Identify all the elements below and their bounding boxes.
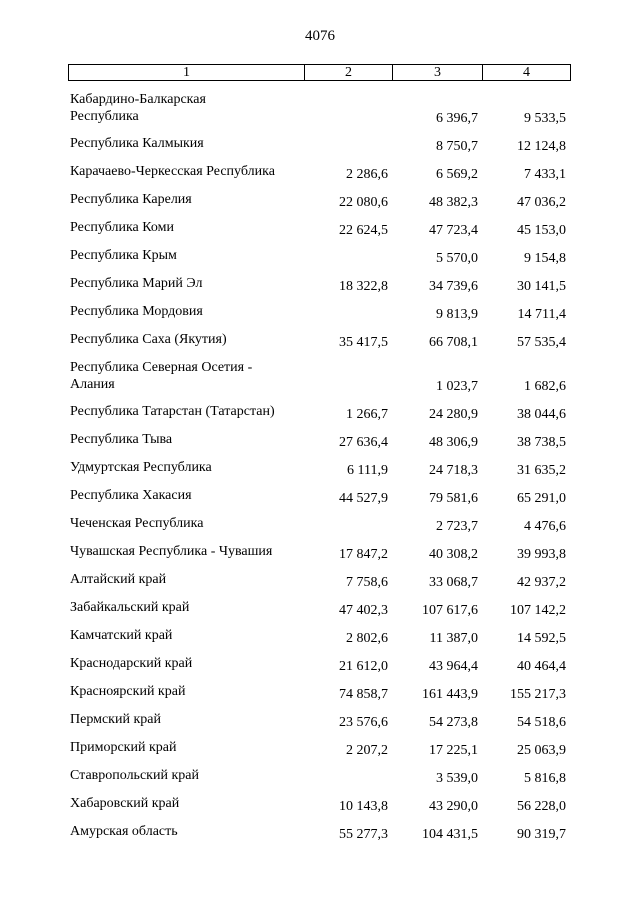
value-col-3: 43 290,0 [429, 799, 478, 814]
value-col-2: 7 758,6 [346, 575, 388, 590]
value-col-2: 27 636,4 [339, 435, 388, 450]
value-col-4: 9 154,8 [524, 251, 566, 266]
table-row [68, 762, 570, 790]
table-row [68, 158, 570, 186]
region-name: Республика Марий Эл [70, 276, 203, 291]
value-col-3: 6 569,2 [436, 167, 478, 182]
value-col-4: 4 476,6 [524, 519, 566, 534]
table-row [68, 510, 570, 538]
table-row [68, 566, 570, 594]
value-col-3: 24 280,9 [429, 407, 478, 422]
value-col-3: 24 718,3 [429, 463, 478, 478]
region-name: Алтайский край [70, 572, 167, 587]
table-row [68, 398, 570, 426]
header-col-1: 1 [69, 65, 305, 81]
region-name: Республика Коми [70, 220, 174, 235]
value-col-3: 54 273,8 [429, 715, 478, 730]
value-col-2: 74 858,7 [339, 687, 388, 702]
value-col-3: 33 068,7 [429, 575, 478, 590]
value-col-3: 79 581,6 [429, 491, 478, 506]
value-col-4: 1 682,6 [524, 379, 566, 394]
region-name: Приморский край [70, 740, 177, 755]
value-col-4: 40 464,4 [517, 659, 566, 674]
value-col-3: 1 023,7 [436, 379, 478, 394]
region-name: Амурская область [70, 824, 178, 839]
table-row [68, 326, 570, 354]
table-row [68, 678, 570, 706]
table-row [68, 622, 570, 650]
value-col-2: 21 612,0 [339, 659, 388, 674]
region-name: Краснодарский край [70, 656, 193, 671]
value-col-3: 48 306,9 [429, 435, 478, 450]
value-col-2: 1 266,7 [346, 407, 388, 422]
value-col-4: 31 635,2 [517, 463, 566, 478]
region-name: Карачаево-Черкесская Республика [70, 164, 275, 179]
value-col-4: 5 816,8 [524, 771, 566, 786]
value-col-4: 107 142,2 [510, 603, 566, 618]
region-name: Республика Карелия [70, 192, 192, 207]
region-name: Ставропольский край [70, 768, 199, 783]
value-col-4: 30 141,5 [517, 279, 566, 294]
value-col-4: 14 711,4 [517, 307, 566, 322]
value-col-4: 155 217,3 [510, 687, 566, 702]
value-col-4: 25 063,9 [517, 743, 566, 758]
header-col-2: 2 [305, 65, 393, 81]
value-col-3: 43 964,4 [429, 659, 478, 674]
header-col-4: 4 [483, 65, 571, 81]
value-col-2: 2 286,6 [346, 167, 388, 182]
value-col-2: 10 143,8 [339, 799, 388, 814]
value-col-2: 2 207,2 [346, 743, 388, 758]
value-col-4: 90 319,7 [517, 827, 566, 842]
value-col-4: 42 937,2 [517, 575, 566, 590]
region-name: Республика Тыва [70, 432, 173, 447]
value-col-2: 18 322,8 [339, 279, 388, 294]
region-name: Удмуртская Республика [70, 460, 212, 475]
value-col-2: 2 802,6 [346, 631, 388, 646]
table-row [68, 594, 570, 622]
table-row [68, 130, 570, 158]
value-col-4: 39 993,8 [517, 547, 566, 562]
table-row [68, 454, 570, 482]
value-col-4: 54 518,6 [517, 715, 566, 730]
value-col-4: 45 153,0 [517, 223, 566, 238]
value-col-3: 66 708,1 [429, 335, 478, 350]
table-row [68, 650, 570, 678]
region-name: Чеченская Республика [70, 516, 204, 531]
table-row [68, 790, 570, 818]
value-col-4: 7 433,1 [524, 167, 566, 182]
region-name: Республика Калмыкия [70, 136, 204, 151]
value-col-2: 22 624,5 [339, 223, 388, 238]
table-row [68, 482, 570, 510]
value-col-3: 48 382,3 [429, 195, 478, 210]
value-col-3: 2 723,7 [436, 519, 478, 534]
value-col-3: 40 308,2 [429, 547, 478, 562]
value-col-3: 107 617,6 [422, 603, 478, 618]
value-col-3: 8 750,7 [436, 139, 478, 154]
table-header [68, 64, 571, 81]
table-row [68, 818, 570, 846]
value-col-3: 3 539,0 [436, 771, 478, 786]
region-name: Республика Мордовия [70, 304, 203, 319]
table-row [68, 86, 570, 130]
region-name: Красноярский край [70, 684, 186, 699]
region-name: Камчатский край [70, 628, 173, 643]
value-col-4: 12 124,8 [517, 139, 566, 154]
value-col-2: 44 527,9 [339, 491, 388, 506]
header-col-3: 3 [393, 65, 483, 81]
table-body [68, 86, 570, 846]
value-col-2: 23 576,6 [339, 715, 388, 730]
value-col-4: 47 036,2 [517, 195, 566, 210]
table-row [68, 242, 570, 270]
value-col-2: 47 402,3 [339, 603, 388, 618]
value-col-4: 56 228,0 [517, 799, 566, 814]
table-row [68, 354, 570, 398]
table-row [68, 538, 570, 566]
value-col-3: 9 813,9 [436, 307, 478, 322]
table-row [68, 298, 570, 326]
value-col-4: 38 044,6 [517, 407, 566, 422]
value-col-2: 17 847,2 [339, 547, 388, 562]
value-col-2: 22 080,6 [339, 195, 388, 210]
value-col-3: 104 431,5 [422, 827, 478, 842]
table-row [68, 706, 570, 734]
value-col-3: 34 739,6 [429, 279, 478, 294]
value-col-3: 47 723,4 [429, 223, 478, 238]
region-name: Забайкальский край [70, 600, 190, 615]
value-col-2: 55 277,3 [339, 827, 388, 842]
value-col-3: 161 443,9 [422, 687, 478, 702]
page-number: 4076 [305, 28, 335, 44]
value-col-4: 14 592,5 [517, 631, 566, 646]
value-col-3: 6 396,7 [436, 111, 478, 126]
value-col-4: 38 738,5 [517, 435, 566, 450]
region-name: Пермский край [70, 712, 161, 727]
region-name: Чувашская Республика - Чувашия [70, 544, 273, 559]
region-name: Республика Крым [70, 248, 177, 263]
table-row [68, 426, 570, 454]
table-row [68, 186, 570, 214]
value-col-2: 35 417,5 [339, 335, 388, 350]
value-col-2: 6 111,9 [347, 463, 388, 478]
value-col-4: 65 291,0 [517, 491, 566, 506]
region-name: Республика Хакасия [70, 488, 192, 503]
region-name: Республика Саха (Якутия) [70, 332, 227, 347]
table-header-row [69, 65, 571, 81]
table-row [68, 734, 570, 762]
region-name: Республика Северная Осетия - Алания [70, 360, 253, 392]
region-name: Республика Татарстан (Татарстан) [70, 404, 275, 419]
region-name: Кабардино-Балкарская Республика [70, 92, 206, 124]
region-name: Хабаровский край [70, 796, 180, 811]
value-col-4: 9 533,5 [524, 111, 566, 126]
table-row [68, 214, 570, 242]
table-row [68, 270, 570, 298]
value-col-3: 11 387,0 [429, 631, 478, 646]
value-col-4: 57 535,4 [517, 335, 566, 350]
value-col-3: 5 570,0 [436, 251, 478, 266]
value-col-3: 17 225,1 [429, 743, 478, 758]
